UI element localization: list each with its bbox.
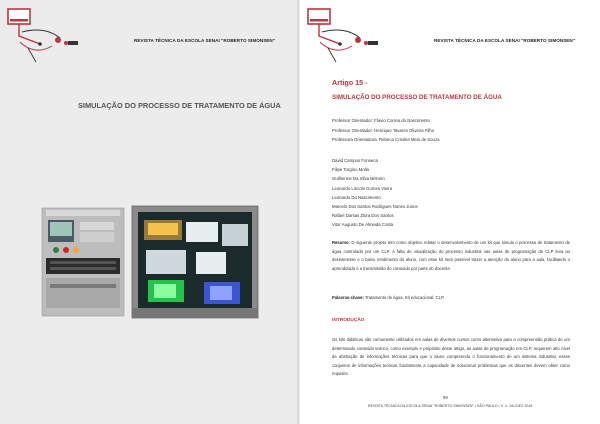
advisor: Professor Orientador: Flavio Correa do Nascimento xyxy=(332,118,430,123)
student: David Campos Fonseca xyxy=(332,158,378,163)
keywords-text: Tratamento de água. Kit educacional. CLP. xyxy=(365,295,445,300)
advisors-list xyxy=(332,116,439,145)
page-number: 99 xyxy=(443,395,448,400)
student: Rafael Dantas Zlura Dos Santos xyxy=(332,213,394,219)
footer: REVISTA TÉCNICA DA ESCOLA SENAI "ROBERTO SIMONSEN" • SÃO PAULO • V. 4, JUL/DEZ 2018 xyxy=(368,404,533,408)
article-number: Artigo 15 - xyxy=(332,78,368,87)
page-title: SIMULAÇÃO DO PROCESSO DE TRATAMENTO DE ÁGUA xyxy=(78,101,281,110)
article-title: SIMULAÇÃO DO PROCESSO DE TRATAMENTO DE ÁGUA xyxy=(332,94,502,101)
student: Guilherme Da Silva Belmiro xyxy=(332,176,385,182)
student: Filipe Torgino Molla xyxy=(332,167,369,173)
circuit-logo-icon xyxy=(0,6,85,64)
keywords-label: Palavras-chave: xyxy=(332,295,364,300)
circuit-logo-icon xyxy=(300,6,385,64)
abstract-label: Resumo: xyxy=(332,240,350,245)
student: Leonardo Do Nascimento xyxy=(332,194,381,200)
kit-photo xyxy=(36,204,264,322)
advisor: Professor Orientador: Henrique Tavares Oliveira Filho xyxy=(332,127,435,133)
student: Marcelo Dos Santos Rodrigues Nunes Junior xyxy=(332,204,418,210)
intro-heading: INTRODUÇÃO xyxy=(332,318,365,323)
journal-header: REVISTA TÉCNICA DA ESCOLA SENAI "ROBERTO SIMONSEN" xyxy=(434,38,576,43)
student: Vitor Augusto De Almeida Costa xyxy=(332,222,394,228)
keywords xyxy=(332,294,570,303)
journal-header: REVISTA TÉCNICA DA ESCOLA SENAI "ROBERTO SIMONSEN" xyxy=(134,38,276,43)
right-page xyxy=(300,0,600,424)
student: Leonardo Lincoln Gomes Vieira xyxy=(332,185,393,191)
intro-text: Os kits didáticos são comumente utilizados em aulas de diversos cursos como alternativa para a compreensão prática de um determinado conteúdo teórico, como exemplo e propósito deste artigo, as aulas de programação em CLP, requerem alto nível de abstração de informações técnicas para que o aluno compreenda o funcionamento de um sistema industrial, esses conjuntos de informações teóricas fundamenta a capacidade de solucionar problemas que os discentes devem obter como requisito xyxy=(332,337,570,377)
students-list xyxy=(332,156,418,230)
abstract-text: O siguente projeto tem como objetivo relatar o desenvolvimento de um kit que simula o processo de tratamento de água controlado por um CLP. A falta de visualização do processo industrial nas aulas de programação de CLP leva ao desinteresse e o baixo rendimento do aluno, com esse kit será possível trazer a atenção do aluno para a aula, facilitando o aprendizado e a transmissão do conteúdo por parte do docente. xyxy=(332,240,570,271)
advisor: Professora Orientadora: Rebeca Cristina Melo de Souza xyxy=(332,137,440,142)
abstract xyxy=(332,239,570,273)
